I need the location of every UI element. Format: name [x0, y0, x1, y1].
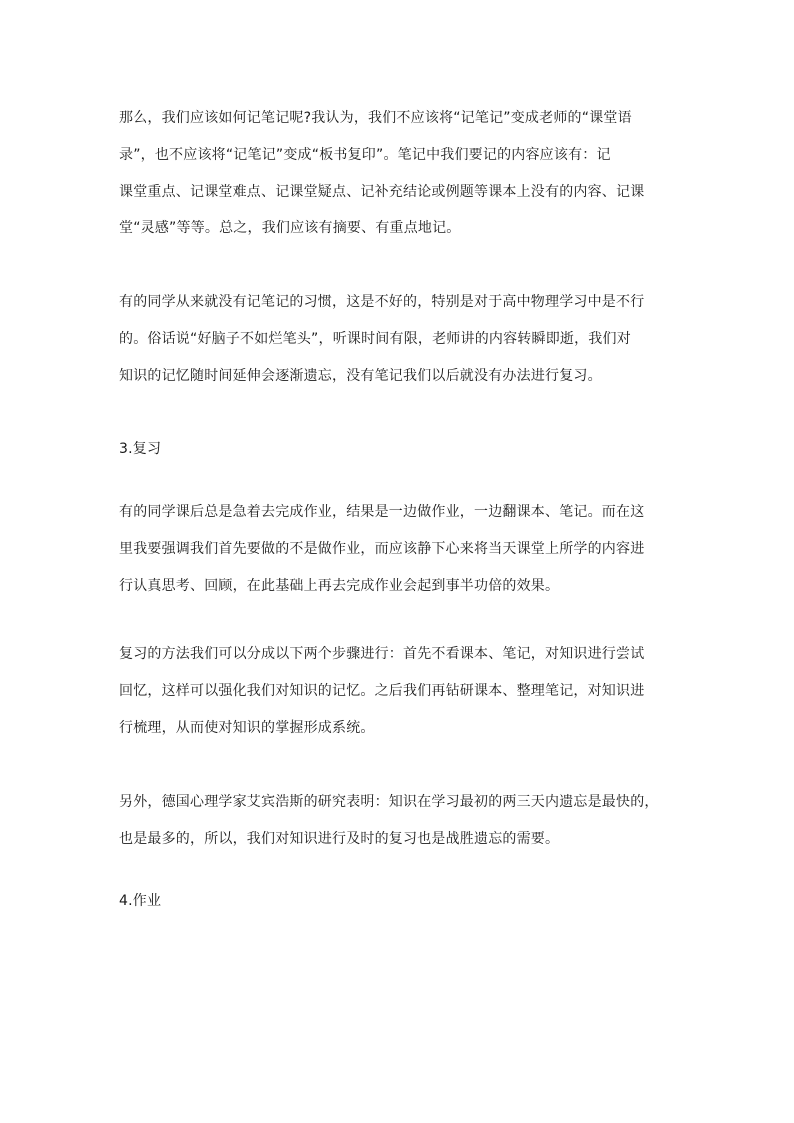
text-line: 行认真思考、回顾，在此基础上再去完成作业会起到事半功倍的效果。	[119, 577, 560, 594]
text-line: 录”，也不应该将“记笔记”变成“板书复印”。笔记中我们要记的内容应该有：记	[119, 146, 611, 163]
paragraph-ebbinghaus	[119, 784, 681, 858]
section-heading-review	[119, 431, 681, 468]
paragraph-note-habit	[119, 284, 681, 394]
paragraph-review-before-homework	[119, 494, 681, 604]
text-line: 回忆，这样可以强化我们对知识的记忆。之后我们再钻研课本、整理笔记，对知识进	[119, 682, 645, 699]
text-line: 里我要强调我们首先要做的不是做作业，而应该静下心来将当天课堂上所学的内容进	[119, 540, 645, 557]
text-line: 堂“灵感”等等。总之，我们应该有摘要、有重点地记。	[119, 220, 461, 237]
text-line: 有的同学课后总是急着去完成作业，结果是一边做作业，一边翻课本、笔记。而在这	[119, 504, 645, 520]
section-heading: 4.作业	[119, 893, 162, 909]
text-line: 也是最多的，所以，我们对知识进行及时的复习也是战胜遗忘的需要。	[119, 830, 560, 847]
text-line: 课堂重点、记课堂难点、记课堂疑点、记补充结论或例题等课本上没有的内容、记课	[119, 183, 645, 200]
paragraph-review-steps	[119, 636, 681, 746]
text-line: 复习的方法我们可以分成以下两个步骤进行：首先不看课本、笔记，对知识进行尝试	[119, 646, 645, 662]
text-line: 有的同学从来就没有记笔记的习惯，这是不好的，特别是对于高中物理学习中是不行	[119, 294, 645, 310]
text-line: 行梳理，从而使对知识的掌握形成系统。	[119, 719, 375, 736]
paragraph-note-taking-method	[119, 100, 681, 247]
section-heading: 3.复习	[119, 441, 162, 457]
text-line: 知识的记忆随时间延伸会逐渐遗忘，没有笔记我们以后就没有办法进行复习。	[119, 367, 602, 384]
section-heading-homework	[119, 883, 681, 920]
text-line: 那么，我们应该如何记笔记呢?我认为，我们不应该将“记笔记”变成老师的“课堂语	[119, 110, 632, 126]
text-line: 另外，德国心理学家艾宾浩斯的研究表明：知识在学习最初的两三天内遗忘是最快的，	[119, 794, 659, 810]
text-line: 的。俗话说“好脑子不如烂笔头”，听课时间有限，老师讲的内容转瞬即逝，我们对	[119, 330, 631, 347]
